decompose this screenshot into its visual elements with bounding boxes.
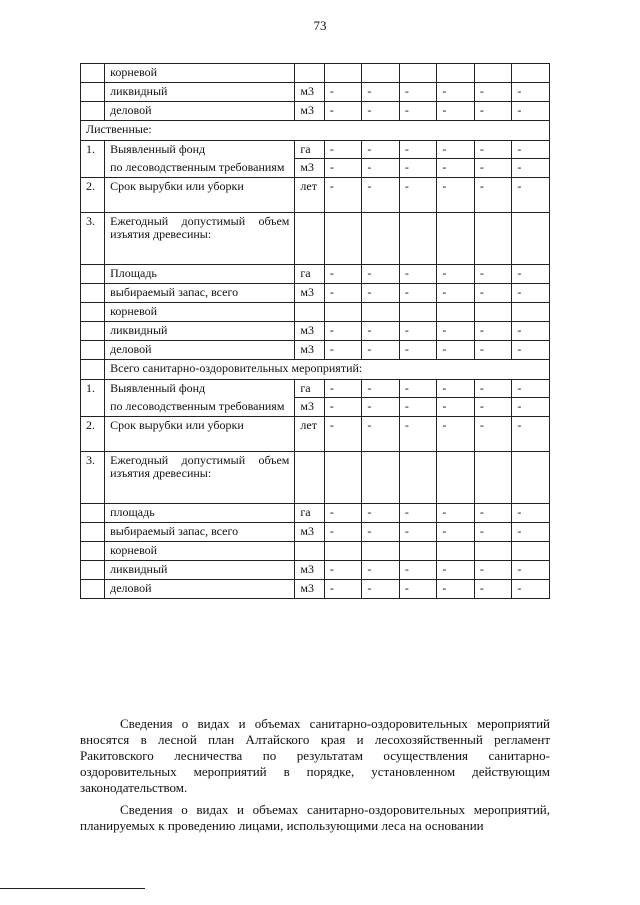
value-cell: - [437,322,475,341]
table-row [81,398,550,417]
value-cell: - [399,580,437,599]
value-cell: - [362,178,400,213]
table-row [81,452,550,504]
table-row [81,159,550,178]
value-cell: - [362,341,400,360]
value-cell [512,303,550,322]
row-number-cell: 1. [81,141,105,178]
row-number-cell: 3. [81,213,105,265]
value-cell: - [362,265,400,284]
value-cell: - [474,580,512,599]
row-label-cell: Срок вырубки или уборки [105,417,295,452]
row-number-cell [81,523,105,542]
value-cell: - [474,322,512,341]
row-number-cell [81,561,105,580]
value-cell: - [474,398,512,417]
value-cell: - [362,417,400,452]
value-cell [474,542,512,561]
value-cell: - [399,159,437,178]
table-row [81,322,550,341]
value-cell: - [362,380,400,398]
value-cell: - [437,380,475,398]
row-label-cell: выбираемый запас, всего [105,284,295,303]
value-cell: - [399,178,437,213]
row-number-cell [81,341,105,360]
value-cell [362,303,400,322]
row-label-cell: выбираемый запас, всего [105,523,295,542]
value-cell: - [324,398,362,417]
value-cell: - [437,265,475,284]
value-cell: - [362,580,400,599]
value-cell: - [362,159,400,178]
value-cell [399,213,437,265]
value-cell: - [399,504,437,523]
value-cell: - [512,322,550,341]
table-row [81,265,550,284]
row-number-cell [81,504,105,523]
table-row [81,83,550,102]
value-cell: - [324,102,362,121]
value-cell: - [437,141,475,159]
row-label-cell: по лесоводственным требованиям [105,398,295,417]
row-label-cell: по лесоводственным требованиям [105,159,295,178]
paragraph-2: Сведения о видах и объемах санитарно-оздоровительных мероприятий, планируемых к проведению лицами, использующими леса на основании [80,802,550,833]
row-label-cell: площадь [105,504,295,523]
unit-cell: га [295,265,324,284]
value-cell: - [474,102,512,121]
value-cell: - [512,341,550,360]
value-cell: - [324,417,362,452]
table-row [81,580,550,599]
value-cell [512,213,550,265]
value-cell [324,213,362,265]
value-cell: - [512,178,550,213]
value-cell [474,213,512,265]
value-cell: - [399,265,437,284]
value-cell: - [474,265,512,284]
value-cell: - [362,102,400,121]
row-label-cell: корневой [105,64,295,83]
unit-cell: м3 [295,102,324,121]
value-cell: - [362,523,400,542]
value-cell: - [474,141,512,159]
value-cell [437,64,475,83]
row-label-cell: ликвидный [105,83,295,102]
value-cell: - [474,284,512,303]
value-cell: - [512,159,550,178]
value-cell: - [474,159,512,178]
value-cell [399,303,437,322]
table-row [81,341,550,360]
value-cell: - [512,380,550,398]
row-label-cell: деловой [105,580,295,599]
value-cell: - [474,523,512,542]
value-cell: - [324,159,362,178]
row-number-cell [81,64,105,83]
section-heading: Всего санитарно-оздоровительных мероприятий: [105,360,550,380]
value-cell: - [324,561,362,580]
value-cell: - [512,265,550,284]
value-cell [512,64,550,83]
value-cell: - [324,380,362,398]
value-cell: - [437,178,475,213]
value-cell [324,452,362,504]
value-cell [437,542,475,561]
row-number-cell [81,265,105,284]
value-cell: - [362,141,400,159]
row-number-cell [81,303,105,322]
value-cell: - [437,417,475,452]
row-number-cell [81,83,105,102]
table-row [81,213,550,265]
value-cell: - [512,523,550,542]
value-cell [324,542,362,561]
table-row [81,121,550,141]
value-cell: - [399,417,437,452]
value-cell [399,542,437,561]
value-cell: - [324,265,362,284]
table-row [81,178,550,213]
row-number-cell: 2. [81,417,105,452]
value-cell: - [437,102,475,121]
unit-cell: лет [295,178,324,213]
row-label-cell: Ежегодный допустимый объем изъятия древесины: [105,213,295,265]
row-label-cell: ликвидный [105,561,295,580]
value-cell [474,64,512,83]
unit-cell: м3 [295,561,324,580]
value-cell: - [362,504,400,523]
value-cell: - [512,398,550,417]
value-cell: - [324,83,362,102]
value-cell: - [399,141,437,159]
value-cell: - [474,504,512,523]
unit-cell: м3 [295,398,324,417]
value-cell: - [399,284,437,303]
value-cell: - [512,561,550,580]
unit-cell: га [295,380,324,398]
unit-cell: м3 [295,284,324,303]
table-row [81,360,550,380]
value-cell: - [324,322,362,341]
row-number-cell [81,360,105,380]
row-label-cell: корневой [105,542,295,561]
value-cell [362,452,400,504]
unit-cell: лет [295,417,324,452]
unit-cell: м3 [295,322,324,341]
value-cell: - [399,523,437,542]
unit-cell [295,213,324,265]
value-cell [512,452,550,504]
value-cell [437,303,475,322]
value-cell: - [362,322,400,341]
value-cell [399,64,437,83]
unit-cell [295,64,324,83]
value-cell [362,542,400,561]
value-cell: - [324,341,362,360]
table-row [81,542,550,561]
value-cell: - [437,83,475,102]
value-cell: - [324,178,362,213]
row-label-cell: Ежегодный допустимый объем изъятия древесины: [105,452,295,504]
value-cell: - [324,141,362,159]
row-label-cell: деловой [105,102,295,121]
value-cell [399,452,437,504]
table-row [81,523,550,542]
value-cell: - [437,504,475,523]
table-row [81,284,550,303]
value-cell [474,303,512,322]
table-row [81,504,550,523]
table-row [81,102,550,121]
value-cell: - [512,504,550,523]
value-cell [362,213,400,265]
unit-cell: м3 [295,580,324,599]
value-cell: - [512,141,550,159]
row-number-cell: 3. [81,452,105,504]
value-cell: - [324,523,362,542]
value-cell: - [437,523,475,542]
unit-cell: м3 [295,523,324,542]
value-cell: - [399,102,437,121]
value-cell: - [474,561,512,580]
value-cell: - [399,561,437,580]
table-row [81,417,550,452]
value-cell [324,64,362,83]
page-number: 73 [313,18,327,33]
value-cell: - [399,83,437,102]
value-cell [512,542,550,561]
sanitary-measures-table [80,63,550,599]
section-heading: Лиственные: [81,121,550,141]
paragraph-1: Сведения о видах и объемах санитарно-оздоровительных мероприятий вносятся в лесной план Алтайского края и лесохозяйственный регламент Ракитовского лесничества по результатам осуществления санитарно-оздоровительных мероприятий в порядке, установленном действующим законодательством. [80,716,550,795]
row-number-cell [81,102,105,121]
value-cell: - [437,284,475,303]
value-cell [437,213,475,265]
row-label-cell: Выявленный фонд [105,141,295,159]
value-cell: - [437,398,475,417]
table-row [81,64,550,83]
row-label-cell: корневой [105,303,295,322]
value-cell: - [324,504,362,523]
unit-cell [295,452,324,504]
row-label-cell: Выявленный фонд [105,380,295,398]
row-number-cell [81,322,105,341]
value-cell: - [512,284,550,303]
value-cell: - [362,398,400,417]
value-cell: - [399,322,437,341]
value-cell [474,452,512,504]
value-cell: - [362,284,400,303]
value-cell: - [474,417,512,452]
row-number-cell: 2. [81,178,105,213]
unit-cell: га [295,504,324,523]
value-cell: - [437,159,475,178]
value-cell: - [474,178,512,213]
value-cell: - [362,83,400,102]
value-cell: - [512,417,550,452]
value-cell [324,303,362,322]
row-label-cell: деловой [105,341,295,360]
table-row [81,380,550,398]
value-cell: - [512,580,550,599]
unit-cell [295,542,324,561]
value-cell [437,452,475,504]
row-label-cell: Срок вырубки или уборки [105,178,295,213]
table-row [81,303,550,322]
row-number-cell [81,580,105,599]
value-cell: - [399,398,437,417]
row-number-cell [81,542,105,561]
value-cell: - [474,380,512,398]
footnote-rule [0,888,145,889]
value-cell: - [324,580,362,599]
value-cell: - [437,341,475,360]
value-cell [362,64,400,83]
row-label-cell: ликвидный [105,322,295,341]
unit-cell: м3 [295,83,324,102]
unit-cell: м3 [295,159,324,178]
table-row [81,561,550,580]
unit-cell [295,303,324,322]
unit-cell: м3 [295,341,324,360]
value-cell: - [324,284,362,303]
row-label-cell: Площадь [105,265,295,284]
value-cell: - [399,380,437,398]
value-cell: - [399,341,437,360]
value-cell: - [437,561,475,580]
row-number-cell [81,284,105,303]
value-cell: - [437,580,475,599]
value-cell: - [474,341,512,360]
value-cell: - [362,561,400,580]
unit-cell: га [295,141,324,159]
value-cell: - [512,83,550,102]
row-number-cell: 1. [81,380,105,417]
value-cell: - [474,83,512,102]
value-cell: - [512,102,550,121]
table-row [81,141,550,159]
